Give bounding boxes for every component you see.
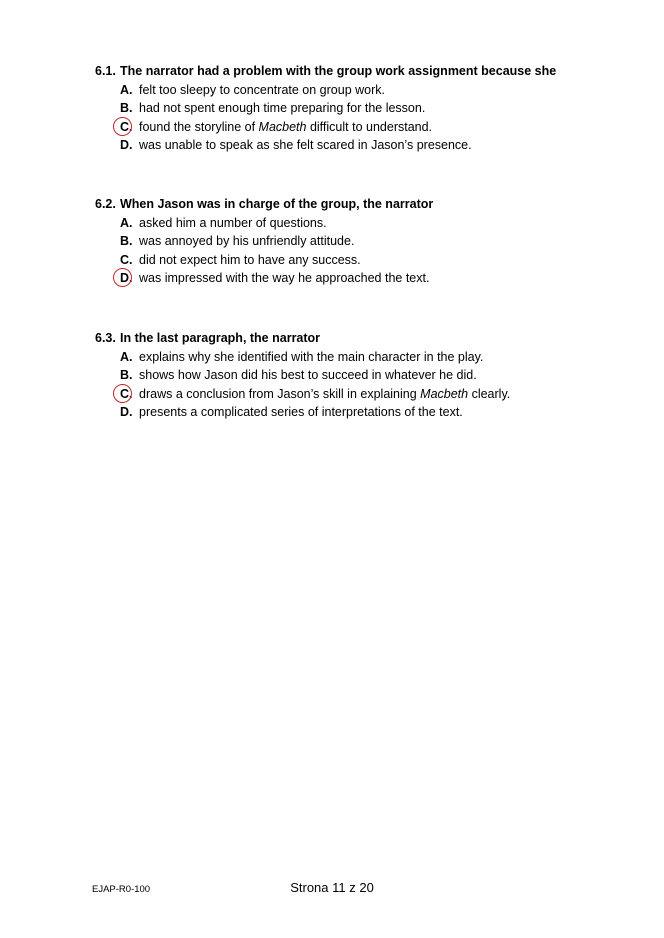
page-number: Strona 11 z 20	[290, 880, 374, 895]
question-stem	[95, 62, 615, 81]
option-letter: D.	[120, 270, 133, 285]
option-a[interactable]	[95, 348, 615, 366]
option-text: presents a complicated series of interpretations of the text.	[139, 404, 463, 419]
option-text: found the storyline of	[139, 119, 259, 134]
option-b[interactable]	[95, 232, 615, 250]
option-letter: C.	[120, 386, 133, 401]
question-number: 6.3.	[95, 331, 116, 345]
option-letter: B.	[120, 234, 133, 249]
option-text: explains why she identified with the main character in the play.	[139, 350, 484, 364]
option-text-end: clearly.	[468, 386, 511, 401]
option-text: did not expect him to have any success.	[139, 252, 361, 267]
option-letter: D.	[120, 404, 133, 419]
option-letter: A.	[120, 350, 133, 364]
option-c[interactable]	[95, 385, 615, 403]
question-6-3	[95, 329, 615, 421]
option-text: was annoyed by his unfriendly attitude.	[139, 234, 355, 249]
option-letter: B.	[120, 101, 133, 116]
option-letter: B.	[120, 368, 133, 383]
option-d[interactable]	[95, 403, 615, 421]
option-letter: D.	[120, 137, 133, 152]
question-stem	[95, 195, 615, 214]
option-text: was unable to speak as she felt scared in Jason’s presence.	[139, 137, 472, 152]
option-text: had not spent enough time preparing for the lesson.	[139, 101, 426, 116]
option-letter: A.	[120, 83, 133, 97]
question-number: 6.1.	[95, 64, 116, 78]
option-d[interactable]	[95, 136, 615, 154]
option-letter: A.	[120, 216, 133, 230]
option-a[interactable]	[95, 81, 615, 99]
option-a[interactable]	[95, 214, 615, 232]
option-b[interactable]	[95, 99, 615, 117]
option-c[interactable]	[95, 251, 615, 269]
question-6-2	[95, 195, 615, 287]
option-letter: C.	[120, 119, 133, 134]
option-text-italic: Macbeth	[258, 119, 307, 134]
exam-code: EJAP-R0-100	[92, 884, 151, 895]
option-text: was impressed with the way he approached the text.	[139, 270, 430, 285]
question-stem	[95, 329, 615, 348]
question-6-1	[95, 62, 615, 154]
question-text: In the last paragraph, the narrator	[120, 331, 321, 345]
question-text: The narrator had a problem with the group work assignment because she	[120, 64, 557, 78]
option-text: draws a conclusion from Jason’s skill in explaining	[139, 386, 421, 401]
option-text: shows how Jason did his best to succeed in whatever he did.	[139, 368, 477, 383]
option-d[interactable]	[95, 269, 615, 287]
question-number: 6.2.	[95, 197, 116, 211]
option-letter: C.	[120, 252, 133, 267]
option-b[interactable]	[95, 366, 615, 384]
option-text-italic: Macbeth	[420, 386, 469, 401]
option-text-end: difficult to understand.	[306, 119, 433, 134]
option-text: felt too sleepy to concentrate on group work.	[139, 83, 385, 97]
option-text: asked him a number of questions.	[139, 216, 327, 230]
option-c[interactable]	[95, 118, 615, 136]
question-text: When Jason was in charge of the group, the narrator	[120, 197, 434, 211]
